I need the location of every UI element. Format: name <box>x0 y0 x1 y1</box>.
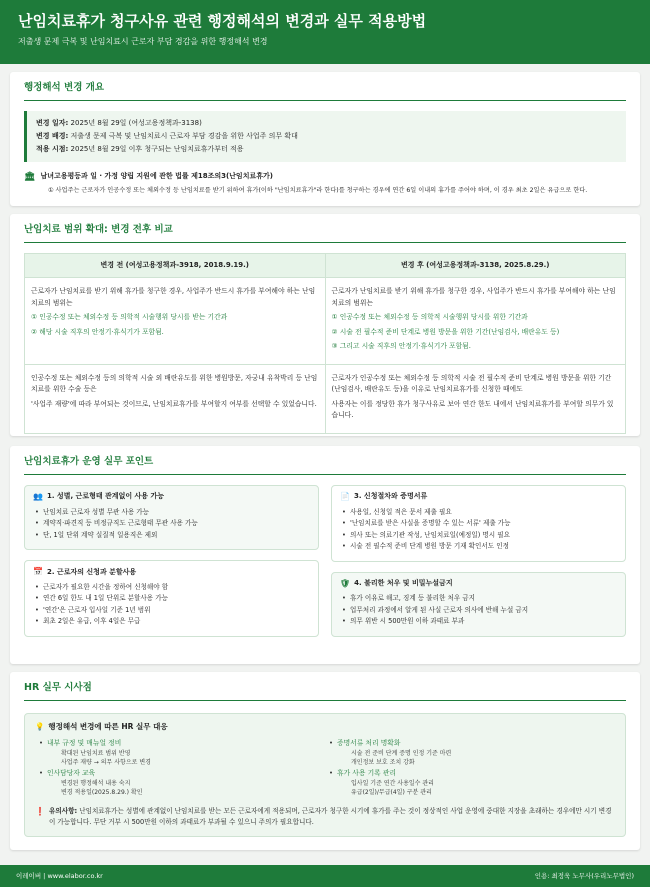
point-title-text: 1. 성별, 근로형태 관계없이 사용 가능 <box>46 492 165 501</box>
hr-item: • 내부 규정 및 매뉴얼 정비 <box>47 738 325 749</box>
after-header: 변경 후 (여성고용정책과-3138, 2025.8.29.) <box>325 253 626 277</box>
note-text: 난임치료휴가는 성별에 관계없이 난임치료를 받는 모든 근로자에게 적용되며, 근로자가 청구한 시기에 휴가를 주는 것이 정상적인 사업 운영에 중대한 지장을 초래하는 경우에만 시기 변경이 가능합니다. 무단 거부 시 500만원 이하의 과태료가 부과될 수 있으니 주의가 필요합니다. <box>48 806 612 826</box>
hr-box-title <box>35 722 615 732</box>
before-note: 인공수정 또는 체외수정 등의 의학적 시술 외 배란유도를 위한 병원방문, 자궁내 유착박리 등 난임치료를 위한 수술 등은 <box>31 373 318 394</box>
point-box-request <box>24 560 319 637</box>
overview-card <box>10 72 640 206</box>
info-row <box>36 117 617 130</box>
list-item: • 단, 1일 단위 계약 실질적 일용직은 제외 <box>43 530 310 542</box>
info-row <box>36 143 617 156</box>
hr-sub: 사업주 재량 → 의무 사항으로 변경 <box>61 759 151 767</box>
compare-card <box>10 214 640 436</box>
hr-sub: 시술 전 준비 단계 증명 인정 기준 마련 <box>351 749 452 757</box>
page-title: 난임치료휴가 청구사유 관련 행정해석의 변경과 실무 적용방법 <box>18 12 427 30</box>
info-value: 2025년 8월 29일 이후 청구되는 난임치료휴가부터 적용 <box>70 144 244 153</box>
after-intro: 근로자가 난임치료를 받기 위해 휴가를 청구한 경우, 사업주가 반드시 휴가를 부여해야 하는 난임치료의 범위는 <box>331 287 616 307</box>
overview-title: 행정해석 변경 개요 <box>24 82 105 93</box>
points-col-left <box>24 485 319 637</box>
document-icon: 📄 <box>340 491 350 501</box>
point-title-text: 3. 신청절차와 증명서류 <box>353 492 428 501</box>
point-title-text: 2. 근로자의 신청과 분할사용 <box>46 567 137 576</box>
point-list <box>340 593 617 628</box>
before-cell <box>25 278 326 365</box>
divider <box>24 474 626 475</box>
point-box-protection <box>331 572 626 637</box>
point-list <box>340 507 617 553</box>
hr-sub: 입사일 기준 연간 사용일수 관리 <box>351 779 434 787</box>
hr-item: • 인사담당자 교육 <box>47 768 325 779</box>
page-subtitle: 저출생 문제 극복 및 난임치료시 근로자 부담 경감을 위한 행정해석 변경 <box>18 36 268 46</box>
hr-item: • 휴가 사용 기록 관리 <box>337 768 615 779</box>
info-label: 적용 시점: <box>36 144 69 153</box>
list-item: • 연간 6일 한도 내 1일 단위로 분할사용 가능 <box>43 593 310 605</box>
footer-credit: 인용: 최정욱 노무사(우리노무법인) <box>534 871 634 880</box>
points-col-right <box>331 485 626 637</box>
law-text: ① 사업주는 근로자가 인공수정 또는 체외수정 등 난임치료를 받기 위하여 휴가(이하 "난임치료휴가"라 한다)를 청구하는 경우에 연간 6일 이내의 휴가를 주어야 하며, 이 경우 최초 2일은 유급으로 한다. <box>48 186 588 194</box>
point-title <box>33 567 310 578</box>
before-note: '사업주 재량'에 따라 부여되는 것이므로, 난임치료휴가를 부여할지 여부를 선택할 수 있었습니다. <box>31 399 317 408</box>
point-title <box>340 492 617 503</box>
list-item: • 최초 2일은 유급, 이후 4일은 무급 <box>43 616 310 628</box>
before-item: ① 인공수정 또는 체외수정 등 의학적 시술행위 당시를 받는 기간과 <box>31 313 228 322</box>
hr-note <box>35 806 615 828</box>
points-title: 난임치료휴가 운영 실무 포인트 <box>24 456 154 467</box>
divider <box>24 242 626 243</box>
point-title-text: 4. 불리한 처우 및 비밀누설금지 <box>354 579 453 588</box>
hr-sub: 유급(2일)/무급(4일) 구분 관리 <box>351 789 432 797</box>
hr-col-left <box>35 738 325 798</box>
list-item: • 휴가 이유로 해고, 징계 등 불리한 처우 금지 <box>350 593 617 605</box>
point-list <box>33 507 310 542</box>
points-grid <box>24 485 626 637</box>
list-item: • 계약직·파견직 등 비정규직도 근로형태 무관 사용 가능 <box>43 518 310 530</box>
after-item: ③ 그리고 시술 직후의 안정기·휴식기가 포함됨. <box>331 342 471 351</box>
hr-sub: 변경된 행정해석 내용 숙지 <box>61 779 131 787</box>
info-row <box>36 130 617 143</box>
info-label: 변경 일자: <box>36 118 69 127</box>
building-icon: 🏛 <box>24 171 36 182</box>
list-item: • '난임치료를 받은 사실을 증명할 수 있는 서류' 제출 가능 <box>350 518 617 530</box>
hr-box <box>24 713 626 837</box>
point-list <box>33 582 310 628</box>
hr-col-right <box>325 738 615 798</box>
point-box-gender <box>24 485 319 550</box>
list-item: • 의사 또는 의료기관 작성, 난임치료일(예정일) 명시 필요 <box>350 530 617 542</box>
list-item: • 의무 위반 시 500만원 이하 과태료 부과 <box>350 616 617 628</box>
list-item: • 업무처리 과정에서 알게 된 사실 근로자 의사에 반해 누설 금지 <box>350 605 617 617</box>
before-header: 변경 전 (여성고용정책과-3918, 2018.9.19.) <box>25 253 326 277</box>
hr-sub: 변경 적용일(2025.8.29.) 확인 <box>61 789 143 797</box>
lightbulb-icon: 💡 <box>35 721 45 731</box>
hr-sub: 개인정보 보호 조치 강화 <box>351 759 415 767</box>
shield-icon: 🛡 <box>340 578 351 588</box>
info-icon: ❗ <box>35 806 45 816</box>
list-item: • '연간'은 근로자 입사일 기준 1년 범위 <box>43 605 310 617</box>
page-footer <box>0 865 650 887</box>
hr-title: HR 실무 시사점 <box>24 682 92 693</box>
point-box-documents <box>331 485 626 562</box>
hr-sub: 확대된 난임치료 범위 반영 <box>61 749 131 757</box>
after-note: 근로자가 인공수정 또는 체외수정 등 의학적 시술 전 필수적 준비 단계로 병원 방문을 위한 기간(난임검사, 배란유도 등)을 이유로 난임치료휴가를 신청한 때에도 <box>331 373 612 394</box>
list-item: • 근로자가 필요한 시간을 정하여 신청해야 함 <box>43 582 310 594</box>
after-note: 사용자는 이를 정당한 휴가 청구사유로 보아 연간 한도 내에서 난임치료휴가를 부여할 의무가 있습니다. <box>331 399 614 420</box>
points-card <box>10 446 640 664</box>
divider <box>24 700 626 701</box>
after-note-cell <box>325 364 626 433</box>
after-cell <box>325 278 626 365</box>
law-title-text: 남녀고용평등과 일 · 가정 양립 지원에 관한 법률 제18조의3(난임치료휴가) <box>40 172 273 181</box>
point-title <box>33 492 310 503</box>
info-value: 2025년 8월 29일 (여성고용정책과-3138) <box>70 118 202 127</box>
point-title <box>340 579 617 590</box>
hr-columns <box>35 738 615 798</box>
compare-title: 난임치료 범위 확대: 변경 전후 비교 <box>24 224 173 235</box>
hr-item: • 증명서류 처리 명확화 <box>337 738 615 749</box>
after-item: ① 인공수정 또는 체외수정 등 의학적 시술행위 당시를 위한 기간과 <box>331 313 528 322</box>
after-item: ② 시술 전 필수적 준비 단계로 병원 방문을 위한 기간(난임검사, 배란유도 등) <box>331 327 560 336</box>
list-item: • 사용일, 신청일 적은 문서 제출 필요 <box>350 507 617 519</box>
note-label: 유의사항: <box>48 806 78 815</box>
overview-info-box <box>24 111 626 162</box>
list-item: • 시술 전 필수적 준비 단계 병원 방문 기재 확인서도 인정 <box>350 541 617 553</box>
note-body <box>49 806 615 828</box>
calendar-icon: 📅 <box>33 567 43 577</box>
users-icon: 👥 <box>33 491 43 501</box>
hr-box-title-text: 행정해석 변경에 따른 HR 실무 대응 <box>48 721 168 731</box>
info-label: 변경 배경: <box>36 131 69 140</box>
before-note-cell <box>25 364 326 433</box>
law-title <box>24 171 640 183</box>
before-item: ② 해당 시술 직후의 안정기·휴식기가 포함됨. <box>31 327 164 336</box>
page-header <box>0 0 650 64</box>
hr-card <box>10 672 640 850</box>
compare-table <box>24 253 626 434</box>
footer-site: 이레이버 | www.elabor.co.kr <box>16 871 103 880</box>
divider <box>24 100 626 101</box>
info-value: 저출생 문제 극복 및 난임치료시 근로자 부담 경감을 위한 사업주 의무 확대 <box>70 131 298 140</box>
before-intro: 근로자가 난임치료를 받기 위해 휴가를 청구한 경우, 사업주가 반드시 휴가를 부여해야 하는 난임치료의 범위는 <box>31 287 316 307</box>
list-item: • 난임치료 근로자 성별 무관 사용 가능 <box>43 507 310 519</box>
